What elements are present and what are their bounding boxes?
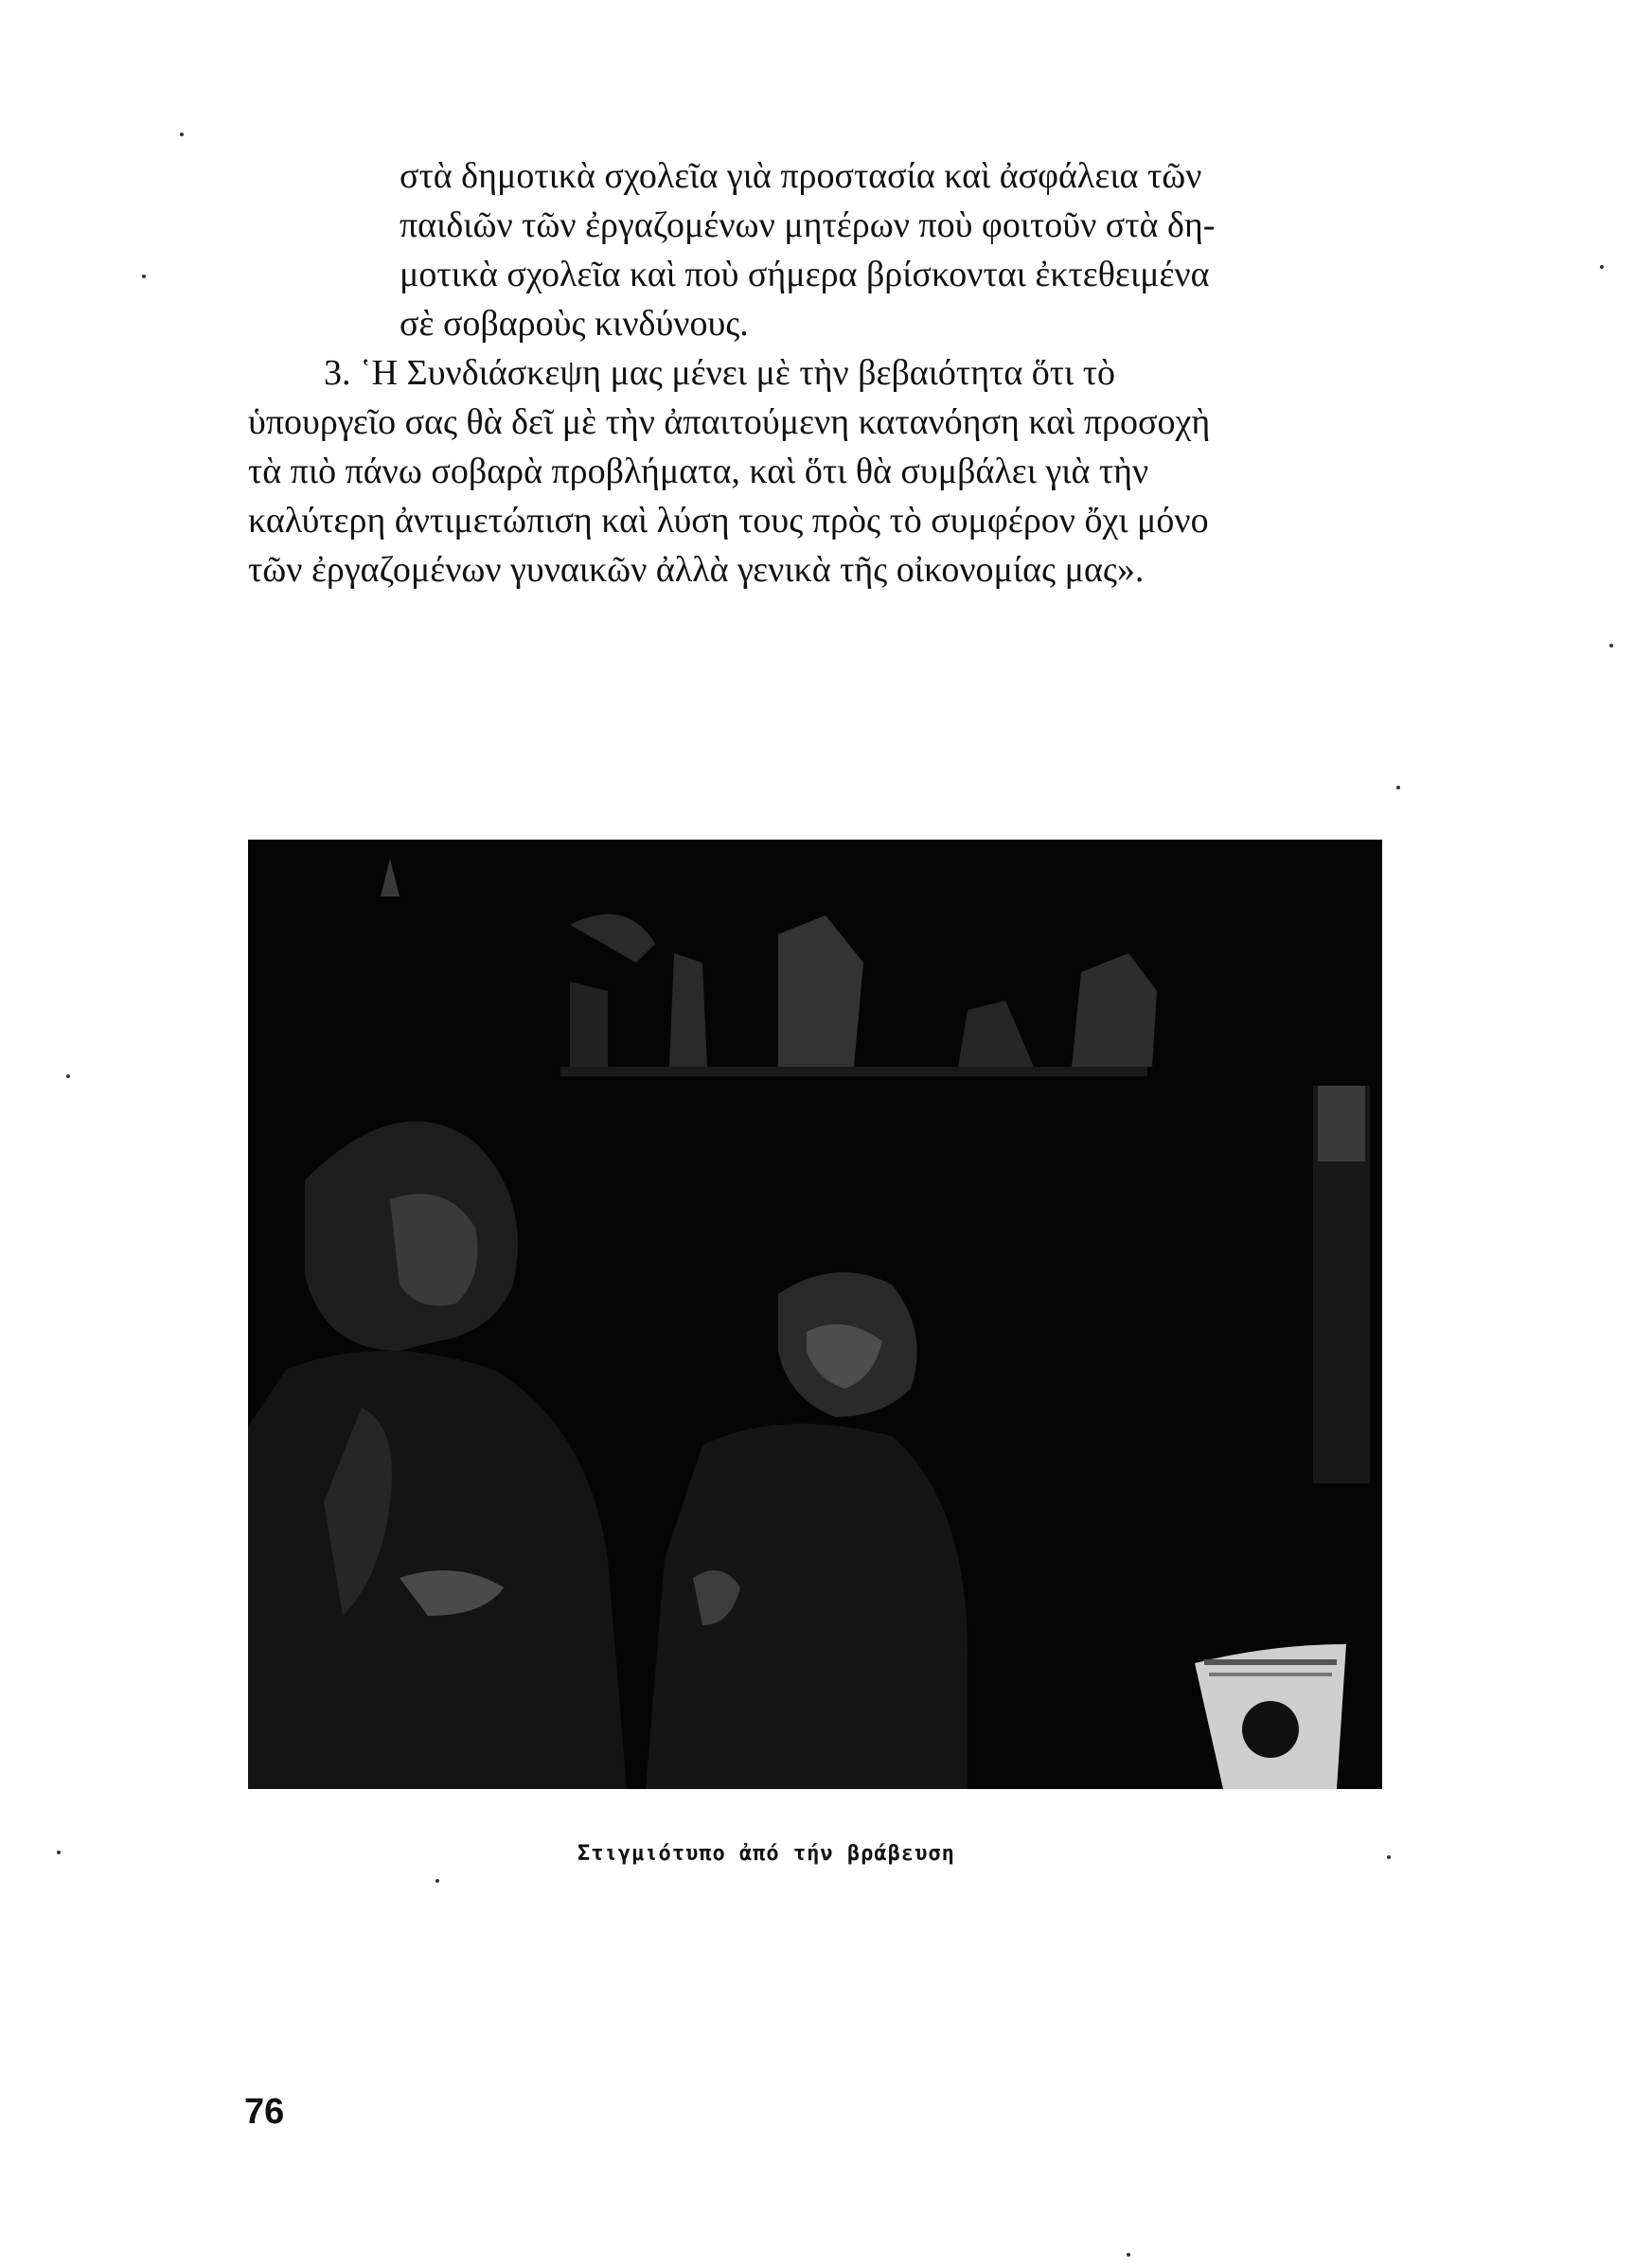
text-line: 3. ῾Η Συνδιάσκεψη μας μένει μὲ τὴν βεβαιότητα ὅτι τὸ xyxy=(324,353,1116,393)
print-speck xyxy=(1396,786,1400,789)
print-speck xyxy=(57,1851,61,1854)
text-line: μοτικὰ σχολεῖα καὶ ποὺ σήμερα βρίσκονται ἐκτεθειμένα xyxy=(400,255,1210,294)
paragraph-1 xyxy=(400,151,1384,348)
print-speck xyxy=(1600,265,1604,269)
page-number: 76 xyxy=(244,2092,285,2132)
print-speck xyxy=(142,275,146,278)
print-speck xyxy=(435,1879,439,1883)
text-line: τὰ πιὸ πάνω σοβαρὰ προβλήματα, καὶ ὅτι θὰ συμβάλει γιὰ τὴν xyxy=(248,452,1149,491)
text-line: σὲ σοβαροὺς κινδύνους. xyxy=(400,304,749,344)
text-line: παιδιῶν τῶν ἐργαζομένων μητέρων ποὺ φοιτοῦν στὰ δη- xyxy=(400,205,1216,245)
text-line: τῶν ἐργαζομένων γυναικῶν ἀλλὰ γενικὰ τῆς οἰκονομίας μας». xyxy=(248,550,1145,590)
paragraph-2 xyxy=(248,348,1384,594)
text-line: καλύτερη ἀντιμετώπιση καὶ λύση τους πρὸς τὸ συμφέρον ὄχι μόνο xyxy=(248,501,1209,540)
print-speck xyxy=(180,133,184,136)
award-ceremony-photo xyxy=(248,840,1382,1789)
text-line: στὰ δημοτικὰ σχολεῖα γιὰ προστασία καὶ ἀσφάλεια τῶν xyxy=(400,156,1202,196)
print-speck xyxy=(1127,2253,1130,2257)
photo-caption: Στιγμιότυπο ἀπό τήν βράβευση xyxy=(577,1842,955,1866)
text-line: ὑπουργεῖο σας θὰ δεῖ μὲ τὴν ἀπαιτούμενη κατανόηση καὶ προσοχὴ xyxy=(248,402,1211,442)
print-speck xyxy=(66,1074,70,1078)
print-speck xyxy=(1387,1855,1391,1859)
photograph-icon xyxy=(248,840,1382,1789)
print-speck xyxy=(1609,644,1613,647)
body-text xyxy=(248,151,1384,594)
